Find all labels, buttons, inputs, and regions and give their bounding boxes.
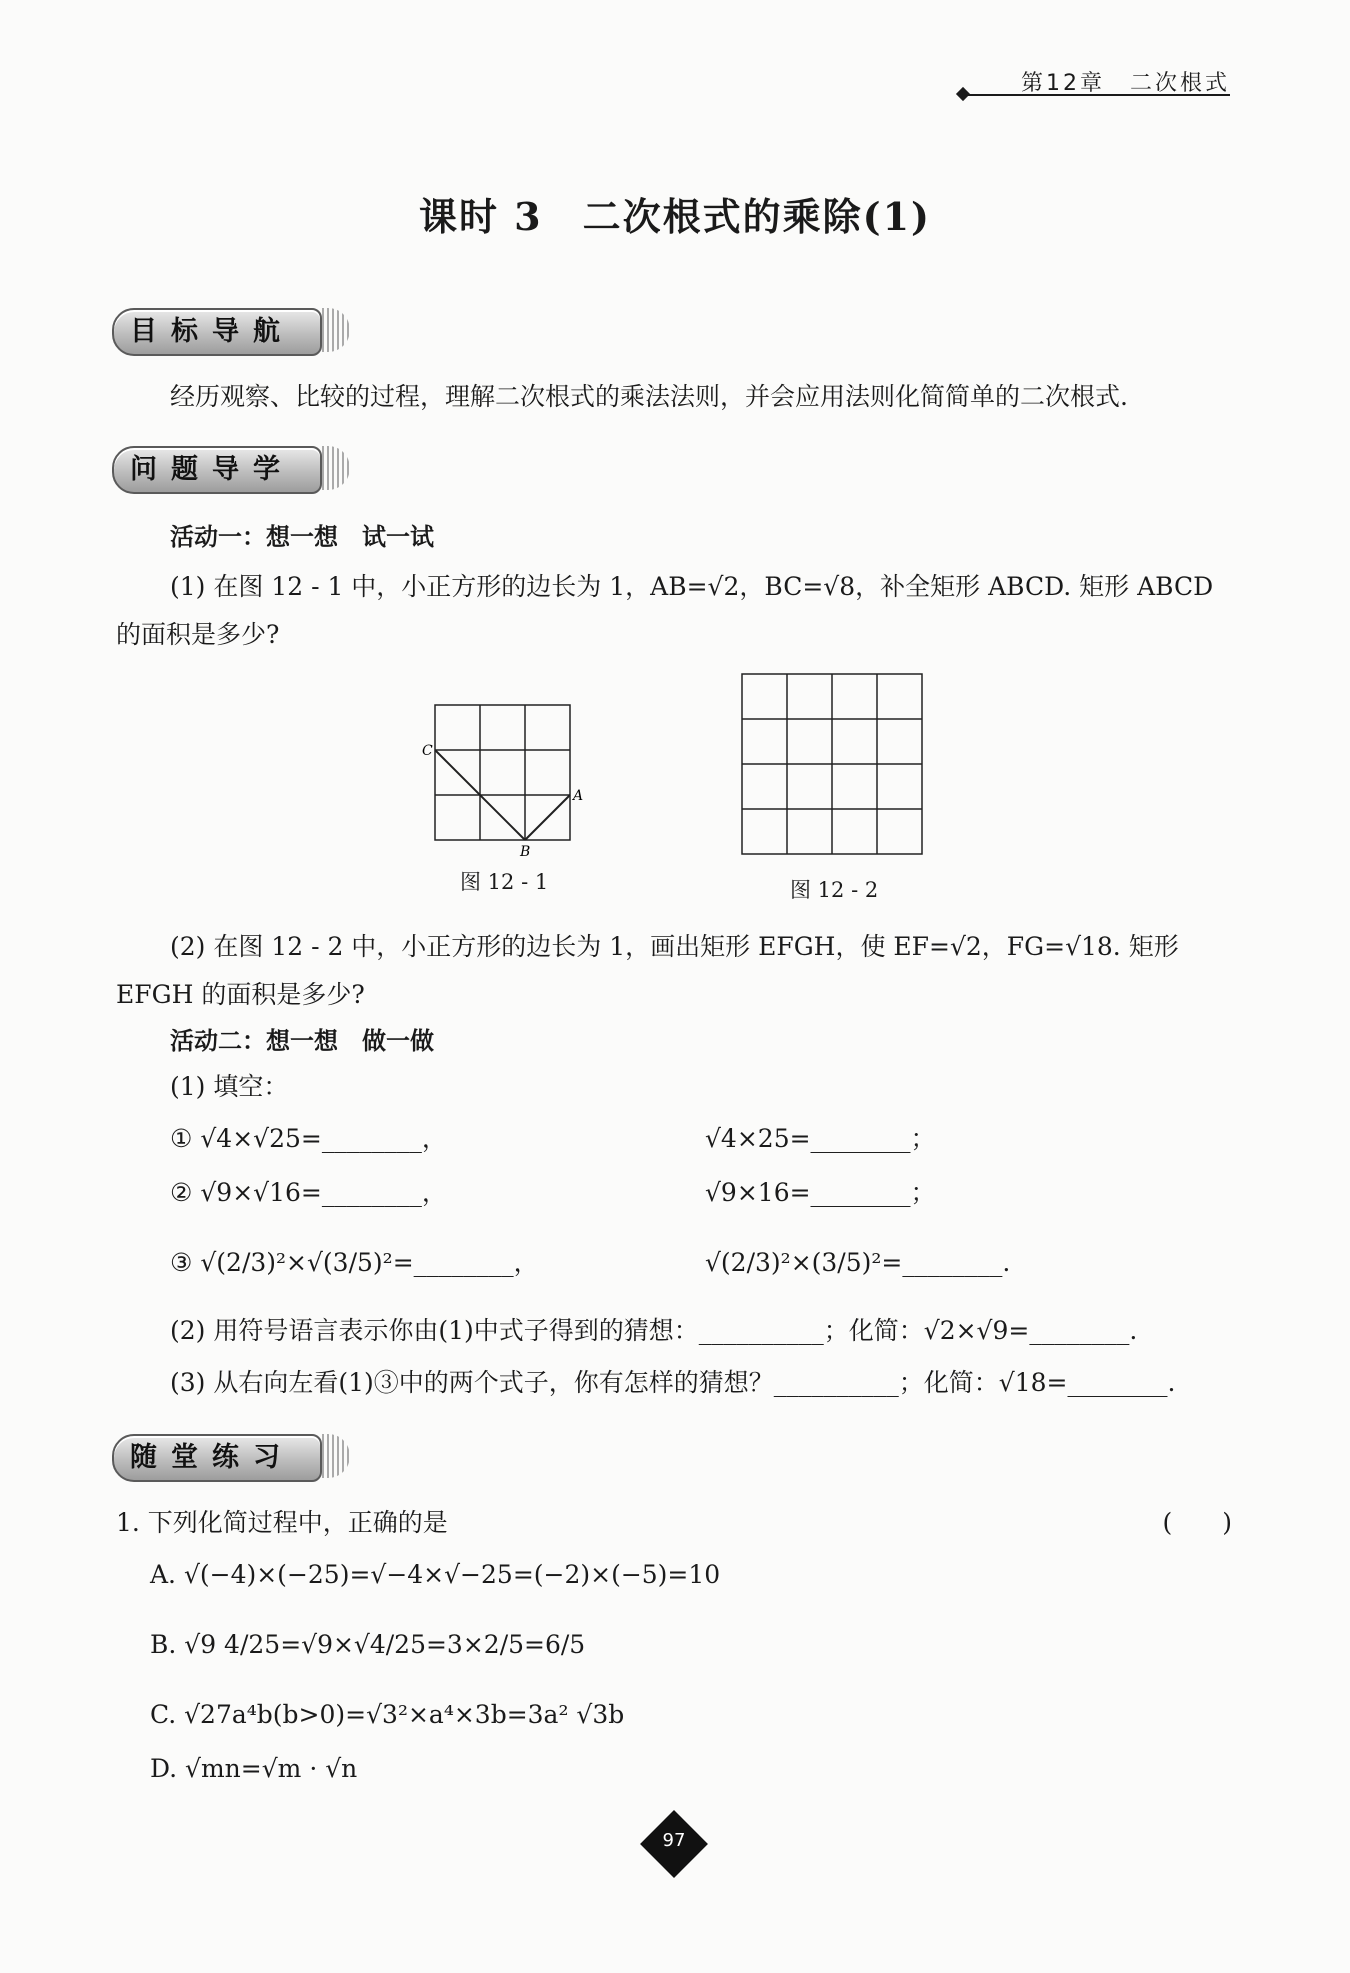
page-number: 97 [662, 1830, 686, 1851]
activity2-q2: (2) 用符号语言表示你由(1)中式子得到的猜想：__________；化简：√2×√9=________. [170, 1316, 1138, 1345]
label-c: C [422, 743, 433, 759]
activity1-heading: 活动一：想一想 试一试 [170, 523, 434, 551]
fig1-caption: 图 12 - 1 [460, 870, 549, 894]
row2-right: √9×16=________； [705, 1178, 936, 1207]
section-badge-label: 问题导学 [112, 446, 322, 494]
fig2-caption: 图 12 - 2 [790, 878, 879, 902]
activity2-heading: 活动二：想一想 做一做 [170, 1027, 434, 1055]
badge-stripes [322, 446, 350, 490]
activity1-q2-line2: EFGH 的面积是多少? [116, 980, 365, 1009]
label-a: A [573, 788, 584, 804]
row3-right: √(2/3)²×(3/5)²=________. [705, 1248, 1011, 1277]
activity2-q3: (3) 从右向左看(1)③中的两个式子，你有怎样的猜想？__________；化简：√18=________. [170, 1368, 1176, 1397]
figure-12-1 [420, 700, 600, 860]
badge-stripes [322, 308, 350, 352]
row1-right: √4×25=________； [705, 1124, 936, 1153]
figure-12-2 [740, 672, 924, 856]
chapter-header: 第12章 二次根式 [1021, 71, 1230, 96]
row2-left: ② √9×√16=________， [170, 1178, 447, 1207]
option-b[interactable]: B. √9 4/25=√9×√4/25=3×2/5=6/5 [150, 1630, 586, 1659]
option-a[interactable]: A. √(−4)×(−25)=√−4×√−25=(−2)×(−5)=10 [150, 1560, 721, 1589]
header-rule [965, 94, 1230, 96]
section-badge-label: 随堂练习 [112, 1434, 322, 1482]
section-badge-practice [112, 1434, 350, 1482]
section-badge-inquiry [112, 446, 350, 494]
row1-left: ① √4×√25=________， [170, 1124, 447, 1153]
exercise-q1: 1. 下列化简过程中，正确的是 [116, 1508, 448, 1537]
option-c[interactable]: C. √27a⁴b(b>0)=√3²×a⁴×3b=3a² √3b [150, 1700, 625, 1729]
label-b: B [520, 844, 531, 860]
activity1-q2-line1: (2) 在图 12 - 2 中，小正方形的边长为 1，画出矩形 EFGH，使 EF=√2，FG=√18. 矩形 [170, 932, 1179, 961]
activity2-fill: (1) 填空： [170, 1072, 289, 1101]
option-d[interactable]: D. √mn=√m · √n [150, 1754, 358, 1783]
answer-bracket[interactable]: ( ) [1162, 1508, 1232, 1537]
section-badge-label: 目标导航 [112, 308, 322, 356]
row3-left: ③ √(2/3)²×√(3/5)²=________， [170, 1248, 539, 1277]
page-title: 课时 3 二次根式的乘除(1) [418, 194, 932, 239]
activity1-q1-line1: (1) 在图 12 - 1 中，小正方形的边长为 1，AB=√2，BC=√8，补全矩形 ABCD. 矩形 ABCD [170, 572, 1214, 601]
section-badge-goal [112, 308, 350, 356]
activity1-q1-line2: 的面积是多少? [116, 620, 280, 649]
goal-text: 经历观察、比较的过程，理解二次根式的乘法法则，并会应用法则化简简单的二次根式. [170, 382, 1128, 411]
badge-stripes [322, 1434, 350, 1478]
